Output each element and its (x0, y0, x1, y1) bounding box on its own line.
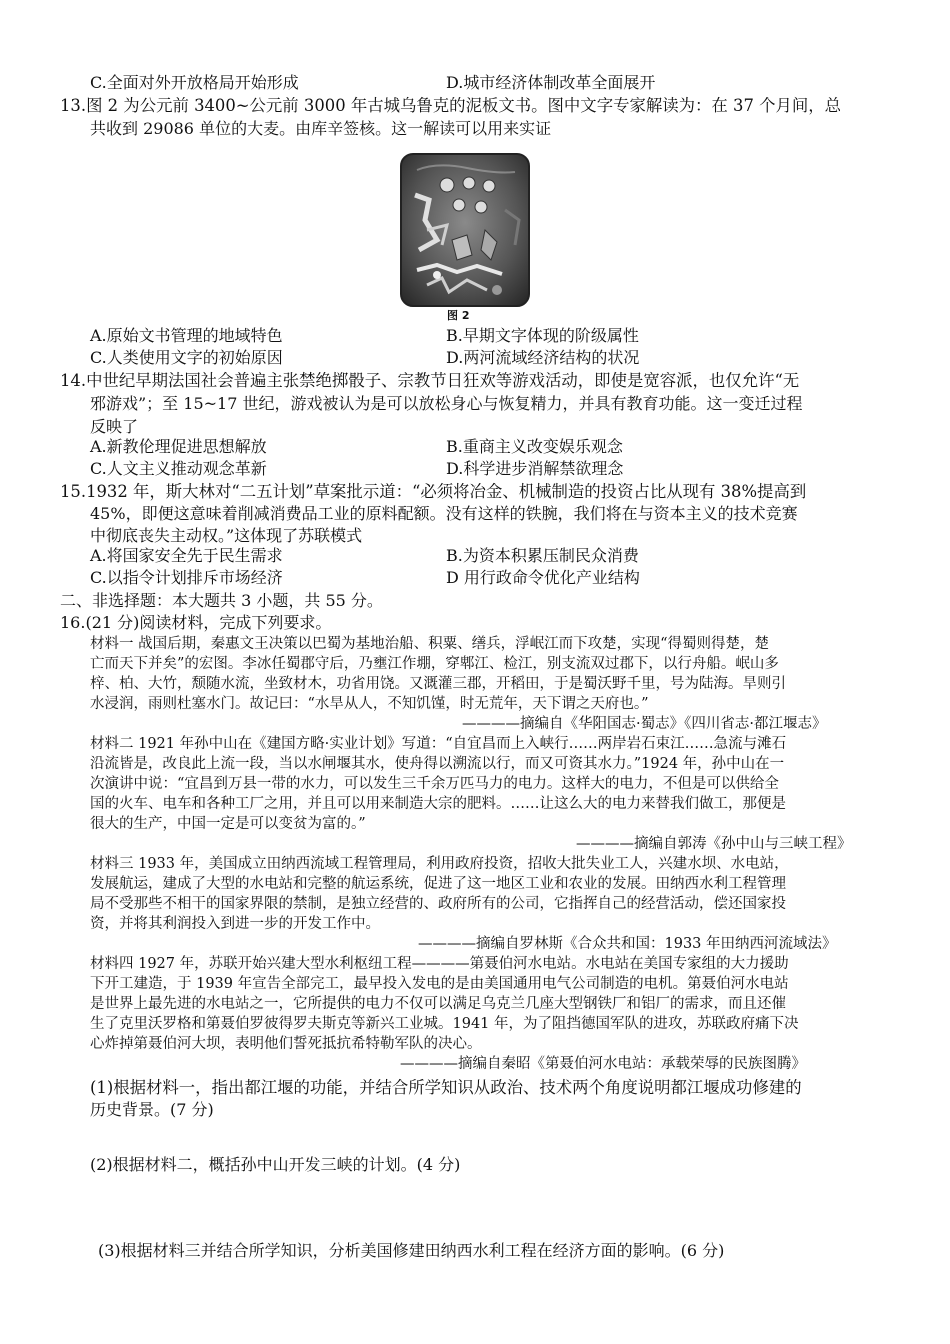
material-4-line: 材料四 1927 年，苏联开始兴建大型水利枢纽工程————第聂伯河水电站。水电站在美国专家组的大力援助 (90, 956, 789, 972)
q12-option-d: D.城市经济体制改革全面展开 (446, 73, 656, 92)
material-4-source: ————摘编自秦昭《第聂伯河水电站：承载荣辱的民族图腾》 (400, 1056, 806, 1072)
q13-stem-line-2: 共收到 29086 单位的大麦。由库辛签核。这一解读可以用来实证 (90, 119, 552, 138)
q15-stem-line-1: 15.1932 年，斯大林对“二五计划”草案批示道：“必须将冶金、机械制造的投资占比从现有 38%提高到 (60, 482, 807, 501)
q16-stem: 16.(21 分)阅读材料，完成下列要求。 (60, 613, 332, 632)
q14-option-c: C.人文主义推动观念革新 (90, 459, 267, 478)
q15-stem-line-3: 中彻底丧失主动权。”这体现了苏联模式 (90, 526, 363, 545)
material-4-line: 心炸掉第聂伯河大坝，表明他们誓死抵抗希特勒军队的决心。 (90, 1036, 482, 1052)
material-2-line: 次演讲中说：“宜昌到万县一带的水力，可以发生三千余万匹马力的电力。这样大的电力，不但是可以供给全 (90, 776, 779, 792)
section-heading: 二、非选择题：本大题共 3 小题，共 55 分。 (60, 591, 383, 610)
material-4-line: 下开工建造，于 1939 年宣告全部完工，最早投入发电的是由美国通用电气公司制造的电机。第聂伯河水电站 (90, 976, 789, 992)
q14-stem-line-1: 14.中世纪早期法国社会普遍主张禁绝掷骰子、宗教节日狂欢等游戏活动，即使是宽容派，也仅允许“无 (60, 371, 800, 390)
material-2-line: 沿流皆是，改良此上流一段，当以水闸堰其水，使舟得以溯流以行，而又可资其水力。”1924 年，孙中山在一 (90, 756, 785, 772)
q13-option-b: B.早期文字体现的阶级属性 (446, 326, 639, 345)
material-3-line: 发展航运，建成了大型的水电站和完整的航运系统，促进了这一地区工业和农业的发展。田纳西水利工程管理 (90, 876, 786, 892)
q14-stem-line-3: 反映了 (90, 417, 139, 436)
q15-stem-line-2: 45%，即便这意味着削减消费品工业的原料配额。没有这样的铁腕，我们将在与资本主义的技术竞赛 (90, 504, 798, 523)
material-1-source: ————摘编自《华阳国志·蜀志》《四川省志·都江堰志》 (462, 716, 827, 732)
q15-option-a: A.将国家安全先于民生需求 (90, 546, 283, 565)
material-2-line: 很大的生产，中国一定是可以变贫为富的。” (90, 816, 366, 832)
material-1-line: 水浸润，雨则杜塞水门。故记曰：“水旱从人，不知饥馑，时无荒年，天下谓之天府也。” (90, 696, 649, 712)
material-1-line: 梓、柏、大竹，颓随水流，坐致材木，功省用饶。又溉灌三郡，开稻田，于是蜀沃野千里，号为陆海。旱则引 (90, 676, 786, 692)
q16-sub1-line-1: (1)根据材料一，指出都江堰的功能，并结合所学知识从政治、技术两个角度说明都江堰成功修建的 (90, 1078, 802, 1097)
q14-option-a: A.新教伦理促进思想解放 (90, 437, 267, 456)
q14-stem-line-2: 邪游戏”；至 15~17 世纪，游戏被认为是可以放松身心与恢复精力，并具有教育功能。这一变迁过程 (90, 394, 803, 413)
q16-sub3: (3)根据材料三并结合所学知识，分析美国修建田纳西水利工程在经济方面的影响。(6 分) (98, 1241, 725, 1260)
material-4-line: 生了克里沃罗格和第聂伯罗彼得罗夫斯克等新兴工业城。1941 年，为了阻挡德国军队的进攻，苏联政府痛下决 (90, 1016, 799, 1032)
material-1-line: 亡而天下并矣”的宏图。李冰任蜀郡守后，乃壅江作堋，穿郫江、检江，别支流双过郡下，以行舟船。岷山多 (90, 656, 779, 672)
q15-option-d: D 用行政命令优化产业结构 (446, 568, 640, 587)
figure-caption: 图 2 (447, 309, 470, 322)
q15-option-c: C.以指令计划排斥市场经济 (90, 568, 283, 587)
material-3-line: 材料三 1933 年，美国成立田纳西流域工程管理局，利用政府投资，招收大批失业工人，兴建水坝、水电站， (90, 856, 789, 872)
q16-sub1-line-2: 历史背景。(7 分) (90, 1100, 214, 1119)
q15-option-b: B.为资本积累压制民众消费 (446, 546, 639, 565)
material-3-source: ————摘编自罗林斯《合众共和国：1933 年田纳西河流域法》 (418, 936, 837, 952)
q14-option-b: B.重商主义改变娱乐观念 (446, 437, 623, 456)
material-3-line: 资，并将其利润投入到进一步的开发工作中。 (90, 916, 380, 932)
q12-option-c: C.全面对外开放格局开始形成 (90, 73, 299, 92)
material-4-line: 是世界上最先进的水电站之一，它所提供的电力不仅可以满足乌克兰几座大型钢铁厂和铝厂的需求，而且还催 (90, 996, 786, 1012)
q13-option-c: C.人类使用文字的初始原因 (90, 348, 283, 367)
q13-stem-line-1: 13.图 2 为公元前 3400~公元前 3000 年古城乌鲁克的泥板文书。图中文字专家解读为：在 37 个月间，总 (60, 96, 842, 115)
material-2-source: ————摘编自郭涛《孙中山与三峡工程》 (576, 836, 852, 852)
q16-sub2: (2)根据材料二，概括孙中山开发三峡的计划。(4 分) (90, 1155, 461, 1174)
material-2-line: 材料二 1921 年孙中山在《建国方略·实业计划》写道：“自宜昌而上入峡行……两岸岩石束江……急流与滩石 (90, 736, 787, 752)
q13-option-a: A.原始文书管理的地域特色 (90, 326, 283, 345)
q14-option-d: D.科学进步消解禁欲理念 (446, 459, 624, 478)
material-3-line: 局不受那些不相干的国家界限的禁制，是独立经营的、政府所有的公司，它指挥自己的经营活动，偿还国家投 (90, 896, 786, 912)
q13-option-d: D.两河流域经济结构的状况 (446, 348, 640, 367)
material-1-line: 材料一 战国后期，秦惠文王决策以巴蜀为基地治船、积粟、缮兵，浮岷江而下攻楚，实现“得蜀则得楚，楚 (90, 636, 770, 652)
material-2-line: 国的火车、电车和各种工厂之用，并且可以用来制造大宗的肥料。……让这么大的电力来替我们做工，那便是 (90, 796, 786, 812)
clay-tablet-figure (397, 150, 533, 310)
